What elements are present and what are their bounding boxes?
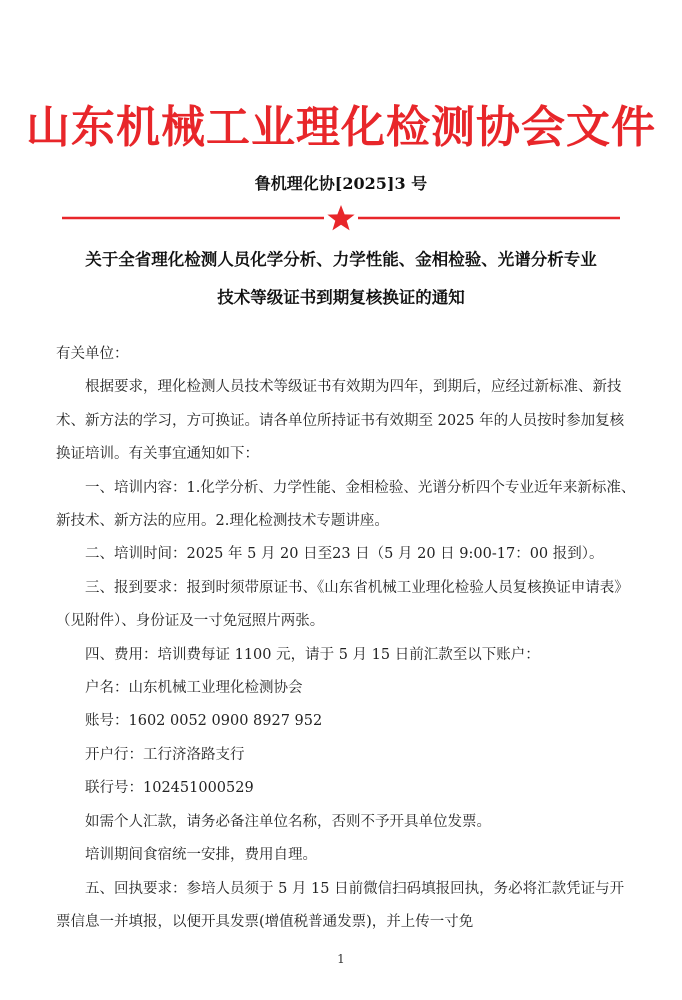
lodging-note: 培训期间食宿统一安排，费用自理。 xyxy=(85,847,317,864)
bank-code: 联行号：102451000529 xyxy=(85,780,254,797)
salutation: 有关单位： xyxy=(56,346,129,362)
notice-title-line-2: 技术等级证书到期复核换证的通知 xyxy=(217,288,465,307)
item-training-time: 二、培训时间：2025 年 5 月 20 日至23 日（5 月 20 日 9:00-17：00 报到）。 xyxy=(85,546,604,563)
notice-title xyxy=(30,241,652,317)
notice-body xyxy=(56,338,636,939)
account-number: 账号：1602 0052 0900 8927 952 xyxy=(85,713,323,730)
org-header-title: 山东机械工业理化检测协会文件 xyxy=(26,102,656,153)
item-fees: 四、费用：培训费每证 1100 元，请于 5 月 15 日前汇款至以下账户： xyxy=(85,646,540,663)
intro-paragraph: 根据要求，理化检测人员技术等级证书有效期为四年，到期后，应经过新标准、新技术、新方法的学习，方可换证。请各单位所持证书有效期至 2025 年的人员按时参加复核换证培训。有关事宜通知如下： xyxy=(56,379,625,463)
item-registration-requirements: 三、报到要求：报到时须带原证书、《山东省机械工业理化检验人员复核换证申请表》（见附件）、身份证及一寸免冠照片两张。 xyxy=(56,579,629,630)
notice-title-line-1: 关于全省理化检测人员化学分析、力学性能、金相检验、光谱分析专业 xyxy=(85,250,597,269)
item-training-content: 一、培训内容：1.化学分析、力学性能、金相检验、光谱分析四个专业近年来新标准、新技术、新方法的应用。2.理化检测技术专题讲座。 xyxy=(56,479,636,530)
personal-transfer-note: 如需个人汇款，请务必备注单位名称，否则不予开具单位发票。 xyxy=(85,813,491,830)
bank-branch: 开户行：工行济洛路支行 xyxy=(85,746,245,763)
red-divider-with-star xyxy=(62,204,620,232)
star-icon xyxy=(327,205,354,230)
account-name: 户名：山东机械工业理化检测协会 xyxy=(85,680,303,697)
page-number: 1 xyxy=(337,952,345,966)
document-number: 鲁机理化协[2025]3 号 xyxy=(254,174,428,193)
item-receipt-requirements: 五、回执要求：参培人员须于 5 月 15 日前微信扫码填报回执，务必将汇款凭证与开票信息一并填报，以便开具发票(增值税普通发票)，并上传一寸免 xyxy=(56,880,625,930)
